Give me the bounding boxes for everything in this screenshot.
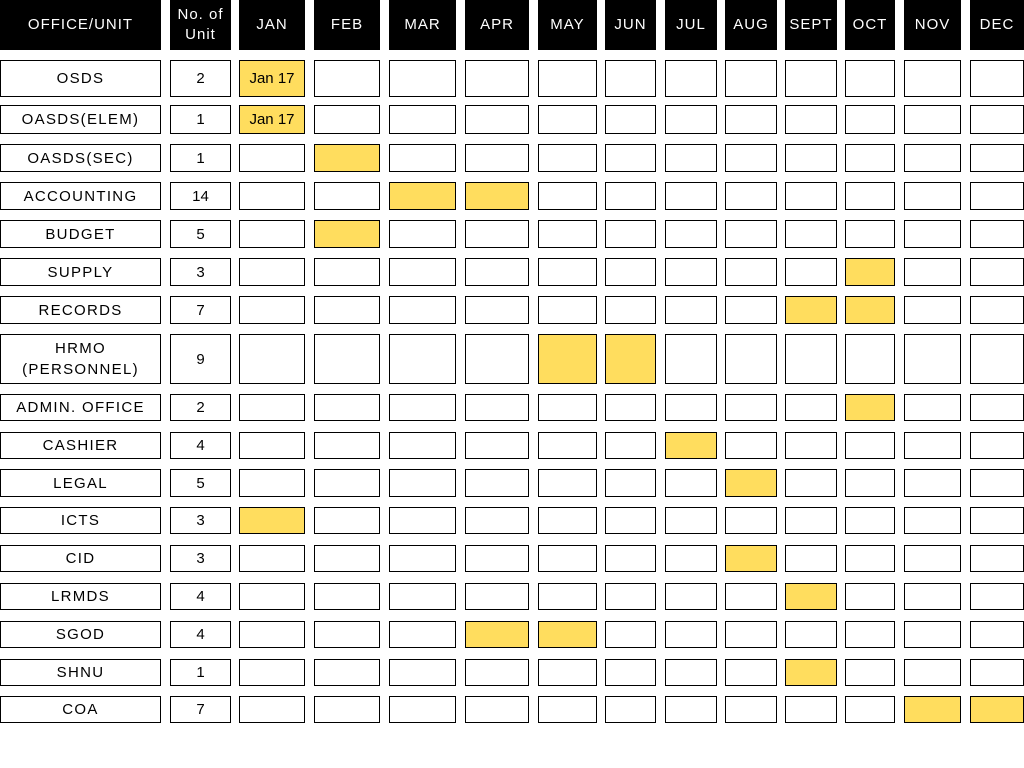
office-cell: HRMO (PERSONNEL) <box>0 334 161 384</box>
month-cell-apr[interactable] <box>465 621 529 648</box>
month-cell-mar[interactable] <box>389 507 456 534</box>
month-cell-apr[interactable] <box>465 220 529 248</box>
month-cell-dec[interactable] <box>970 621 1024 648</box>
month-cell-apr[interactable] <box>465 334 529 384</box>
month-cell-apr[interactable] <box>465 507 529 534</box>
month-cell-feb[interactable] <box>314 144 380 172</box>
month-cell-jan[interactable] <box>239 659 305 686</box>
month-cell-nov[interactable] <box>904 220 961 248</box>
month-cell-nov[interactable] <box>904 105 961 134</box>
month-cell-feb[interactable] <box>314 394 380 421</box>
month-cell-jan[interactable] <box>239 545 305 572</box>
month-cell-apr[interactable] <box>465 659 529 686</box>
month-cell-jan[interactable] <box>239 296 305 324</box>
units-cell: 2 <box>170 394 231 421</box>
month-cell-may[interactable] <box>538 469 597 497</box>
month-cell-oct[interactable] <box>845 144 895 172</box>
month-cell-nov[interactable] <box>904 432 961 459</box>
month-cell-feb[interactable] <box>314 507 380 534</box>
month-cell-mar[interactable] <box>389 296 456 324</box>
month-cell-may[interactable] <box>538 105 597 134</box>
month-cell-sept[interactable] <box>785 621 837 648</box>
month-cell-jan[interactable] <box>239 258 305 286</box>
month-cell-feb[interactable] <box>314 296 380 324</box>
month-cell-aug[interactable] <box>725 220 777 248</box>
month-cell-feb[interactable] <box>314 696 380 723</box>
month-cell-jul[interactable] <box>665 296 717 324</box>
month-cell-jul[interactable] <box>665 545 717 572</box>
month-cell-jan[interactable] <box>239 469 305 497</box>
month-cell-aug[interactable] <box>725 334 777 384</box>
month-cell-may[interactable] <box>538 220 597 248</box>
month-cell-aug[interactable] <box>725 507 777 534</box>
office-cell: OASDS(SEC) <box>0 144 161 172</box>
month-cell-jun[interactable] <box>605 545 656 572</box>
month-cell-jun[interactable] <box>605 696 656 723</box>
month-cell-may[interactable] <box>538 60 597 97</box>
month-cell-nov[interactable] <box>904 583 961 610</box>
month-cell-may[interactable] <box>538 334 597 384</box>
month-cell-jul[interactable] <box>665 182 717 210</box>
month-cell-jun[interactable] <box>605 220 656 248</box>
month-cell-jun[interactable] <box>605 258 656 286</box>
month-cell-apr[interactable] <box>465 296 529 324</box>
month-cell-sept[interactable] <box>785 469 837 497</box>
month-cell-aug[interactable] <box>725 182 777 210</box>
month-cell-dec[interactable] <box>970 60 1024 97</box>
month-cell-oct[interactable] <box>845 394 895 421</box>
month-cell-nov[interactable] <box>904 182 961 210</box>
month-cell-dec[interactable] <box>970 144 1024 172</box>
header-month-aug: AUG <box>725 0 777 50</box>
units-cell: 2 <box>170 60 231 97</box>
month-cell-mar[interactable] <box>389 105 456 134</box>
month-cell-oct[interactable] <box>845 105 895 134</box>
month-cell-oct[interactable] <box>845 545 895 572</box>
month-cell-mar[interactable] <box>389 696 456 723</box>
month-cell-nov[interactable] <box>904 545 961 572</box>
month-cell-jan[interactable] <box>239 432 305 459</box>
month-cell-sept[interactable] <box>785 696 837 723</box>
office-cell: SUPPLY <box>0 258 161 286</box>
month-cell-nov[interactable] <box>904 144 961 172</box>
month-cell-oct[interactable] <box>845 334 895 384</box>
month-cell-dec[interactable] <box>970 220 1024 248</box>
month-cell-jul[interactable] <box>665 105 717 134</box>
month-cell-apr[interactable] <box>465 469 529 497</box>
month-cell-jun[interactable] <box>605 432 656 459</box>
month-cell-jul[interactable] <box>665 220 717 248</box>
month-cell-sept[interactable] <box>785 583 837 610</box>
month-cell-jul[interactable] <box>665 394 717 421</box>
office-cell: LRMDS <box>0 583 161 610</box>
month-cell-oct[interactable] <box>845 621 895 648</box>
month-cell-jul[interactable] <box>665 432 717 459</box>
month-cell-jan[interactable] <box>239 583 305 610</box>
month-cell-jan[interactable]: Jan 17 <box>239 60 305 97</box>
month-cell-dec[interactable] <box>970 296 1024 324</box>
month-cell-mar[interactable] <box>389 220 456 248</box>
month-cell-aug[interactable] <box>725 144 777 172</box>
header-month-nov: NOV <box>904 0 961 50</box>
office-cell: CASHIER <box>0 432 161 459</box>
units-cell: 1 <box>170 105 231 134</box>
month-cell-apr[interactable] <box>465 60 529 97</box>
header-no-of-unit: No. of Unit <box>170 0 231 50</box>
month-cell-aug[interactable] <box>725 469 777 497</box>
month-cell-jan[interactable] <box>239 621 305 648</box>
month-cell-oct[interactable] <box>845 182 895 210</box>
month-cell-jul[interactable] <box>665 659 717 686</box>
office-cell: SGOD <box>0 621 161 648</box>
month-cell-sept[interactable] <box>785 296 837 324</box>
office-cell: COA <box>0 696 161 723</box>
header-month-mar: MAR <box>389 0 456 50</box>
month-cell-nov[interactable] <box>904 659 961 686</box>
month-cell-feb[interactable] <box>314 220 380 248</box>
month-cell-jul[interactable] <box>665 258 717 286</box>
month-cell-feb[interactable] <box>314 621 380 648</box>
month-cell-mar[interactable] <box>389 583 456 610</box>
month-cell-jul[interactable] <box>665 696 717 723</box>
header-month-jan: JAN <box>239 0 305 50</box>
month-cell-aug[interactable] <box>725 583 777 610</box>
month-cell-jun[interactable] <box>605 105 656 134</box>
month-cell-apr[interactable] <box>465 394 529 421</box>
office-cell: OASDS(ELEM) <box>0 105 161 134</box>
month-cell-dec[interactable] <box>970 545 1024 572</box>
month-cell-jun[interactable] <box>605 583 656 610</box>
month-cell-sept[interactable] <box>785 394 837 421</box>
month-cell-dec[interactable] <box>970 507 1024 534</box>
month-cell-aug[interactable] <box>725 60 777 97</box>
month-cell-dec[interactable] <box>970 105 1024 134</box>
month-cell-aug[interactable] <box>725 432 777 459</box>
office-cell: SHNU <box>0 659 161 686</box>
header-month-may: MAY <box>538 0 597 50</box>
units-cell: 1 <box>170 659 231 686</box>
month-cell-nov[interactable] <box>904 507 961 534</box>
month-cell-oct[interactable] <box>845 60 895 97</box>
month-cell-feb[interactable] <box>314 432 380 459</box>
month-cell-feb[interactable] <box>314 105 380 134</box>
month-cell-mar[interactable] <box>389 258 456 286</box>
month-cell-jun[interactable] <box>605 296 656 324</box>
month-cell-nov[interactable] <box>904 334 961 384</box>
month-cell-nov[interactable] <box>904 258 961 286</box>
month-cell-may[interactable] <box>538 507 597 534</box>
units-cell: 5 <box>170 220 231 248</box>
month-cell-mar[interactable] <box>389 334 456 384</box>
month-cell-apr[interactable] <box>465 105 529 134</box>
month-cell-may[interactable] <box>538 621 597 648</box>
month-cell-mar[interactable] <box>389 659 456 686</box>
month-cell-jul[interactable] <box>665 60 717 97</box>
month-cell-jan[interactable] <box>239 696 305 723</box>
header-month-jun: JUN <box>605 0 656 50</box>
month-cell-mar[interactable] <box>389 621 456 648</box>
month-cell-aug[interactable] <box>725 545 777 572</box>
units-cell: 14 <box>170 182 231 210</box>
month-cell-jan[interactable] <box>239 220 305 248</box>
month-cell-aug[interactable] <box>725 296 777 324</box>
office-cell: OSDS <box>0 60 161 97</box>
month-cell-dec[interactable] <box>970 182 1024 210</box>
month-cell-oct[interactable] <box>845 296 895 324</box>
month-cell-jul[interactable] <box>665 621 717 648</box>
month-cell-feb[interactable] <box>314 545 380 572</box>
month-cell-dec[interactable] <box>970 659 1024 686</box>
month-cell-jul[interactable] <box>665 469 717 497</box>
month-cell-feb[interactable] <box>314 583 380 610</box>
month-cell-aug[interactable] <box>725 659 777 686</box>
month-cell-nov[interactable] <box>904 621 961 648</box>
month-cell-nov[interactable] <box>904 60 961 97</box>
units-cell: 4 <box>170 621 231 648</box>
units-cell: 5 <box>170 469 231 497</box>
units-cell: 1 <box>170 144 231 172</box>
month-cell-jun[interactable] <box>605 144 656 172</box>
month-cell-feb[interactable] <box>314 60 380 97</box>
office-cell: ACCOUNTING <box>0 182 161 210</box>
month-cell-may[interactable] <box>538 296 597 324</box>
month-cell-jun[interactable] <box>605 621 656 648</box>
month-cell-apr[interactable] <box>465 182 529 210</box>
units-cell: 3 <box>170 507 231 534</box>
month-cell-mar[interactable] <box>389 469 456 497</box>
month-cell-sept[interactable] <box>785 507 837 534</box>
month-cell-mar[interactable] <box>389 394 456 421</box>
month-cell-jan[interactable] <box>239 507 305 534</box>
month-cell-sept[interactable] <box>785 258 837 286</box>
month-cell-apr[interactable] <box>465 144 529 172</box>
month-cell-mar[interactable] <box>389 545 456 572</box>
header-month-dec: DEC <box>970 0 1024 50</box>
month-cell-nov[interactable] <box>904 469 961 497</box>
month-cell-oct[interactable] <box>845 507 895 534</box>
month-cell-nov[interactable] <box>904 296 961 324</box>
month-cell-jun[interactable] <box>605 394 656 421</box>
month-cell-jul[interactable] <box>665 334 717 384</box>
header-month-feb: FEB <box>314 0 380 50</box>
header-month-apr: APR <box>465 0 529 50</box>
month-cell-jan[interactable] <box>239 334 305 384</box>
units-cell: 7 <box>170 696 231 723</box>
month-cell-sept[interactable] <box>785 60 837 97</box>
month-cell-sept[interactable] <box>785 334 837 384</box>
month-cell-dec[interactable] <box>970 583 1024 610</box>
office-cell: RECORDS <box>0 296 161 324</box>
month-cell-apr[interactable] <box>465 583 529 610</box>
month-cell-oct[interactable] <box>845 220 895 248</box>
month-cell-may[interactable] <box>538 182 597 210</box>
units-cell: 9 <box>170 334 231 384</box>
units-cell: 3 <box>170 545 231 572</box>
month-cell-sept[interactable] <box>785 144 837 172</box>
month-cell-feb[interactable] <box>314 334 380 384</box>
month-cell-apr[interactable] <box>465 432 529 459</box>
month-cell-sept[interactable] <box>785 182 837 210</box>
month-cell-may[interactable] <box>538 583 597 610</box>
month-cell-feb[interactable] <box>314 659 380 686</box>
month-cell-jan[interactable] <box>239 394 305 421</box>
month-cell-mar[interactable] <box>389 182 456 210</box>
header-month-jul: JUL <box>665 0 717 50</box>
units-cell: 4 <box>170 432 231 459</box>
units-cell: 4 <box>170 583 231 610</box>
month-cell-may[interactable] <box>538 394 597 421</box>
month-cell-oct[interactable] <box>845 659 895 686</box>
month-cell-mar[interactable] <box>389 144 456 172</box>
month-cell-jun[interactable] <box>605 60 656 97</box>
month-cell-oct[interactable] <box>845 258 895 286</box>
month-cell-jun[interactable] <box>605 182 656 210</box>
month-cell-apr[interactable] <box>465 696 529 723</box>
month-cell-aug[interactable] <box>725 621 777 648</box>
month-cell-apr[interactable] <box>465 258 529 286</box>
month-cell-jun[interactable] <box>605 659 656 686</box>
month-cell-jan[interactable] <box>239 144 305 172</box>
month-cell-sept[interactable] <box>785 220 837 248</box>
month-cell-aug[interactable] <box>725 258 777 286</box>
month-cell-sept[interactable] <box>785 105 837 134</box>
month-cell-oct[interactable] <box>845 469 895 497</box>
month-cell-oct[interactable] <box>845 432 895 459</box>
month-cell-may[interactable] <box>538 545 597 572</box>
month-cell-nov[interactable] <box>904 394 961 421</box>
month-cell-jul[interactable] <box>665 144 717 172</box>
month-cell-mar[interactable] <box>389 432 456 459</box>
month-cell-aug[interactable] <box>725 696 777 723</box>
month-cell-dec[interactable] <box>970 334 1024 384</box>
month-cell-may[interactable] <box>538 432 597 459</box>
month-cell-dec[interactable] <box>970 469 1024 497</box>
month-cell-jan[interactable] <box>239 182 305 210</box>
header-month-sept: SEPT <box>785 0 837 50</box>
header-office-unit: OFFICE/UNIT <box>0 0 161 50</box>
month-cell-jun[interactable] <box>605 469 656 497</box>
month-cell-jun[interactable] <box>605 507 656 534</box>
month-cell-sept[interactable] <box>785 432 837 459</box>
month-cell-jun[interactable] <box>605 334 656 384</box>
month-cell-aug[interactable] <box>725 394 777 421</box>
month-cell-sept[interactable] <box>785 545 837 572</box>
office-cell: LEGAL <box>0 469 161 497</box>
office-cell: ICTS <box>0 507 161 534</box>
header-month-oct: OCT <box>845 0 895 50</box>
month-cell-dec[interactable] <box>970 394 1024 421</box>
office-cell: ADMIN. OFFICE <box>0 394 161 421</box>
month-cell-feb[interactable] <box>314 258 380 286</box>
units-cell: 3 <box>170 258 231 286</box>
month-cell-may[interactable] <box>538 696 597 723</box>
month-cell-feb[interactable] <box>314 469 380 497</box>
month-cell-may[interactable] <box>538 144 597 172</box>
month-cell-dec[interactable] <box>970 258 1024 286</box>
month-cell-oct[interactable] <box>845 583 895 610</box>
month-cell-jul[interactable] <box>665 583 717 610</box>
month-cell-dec[interactable] <box>970 696 1024 723</box>
month-cell-sept[interactable] <box>785 659 837 686</box>
month-cell-aug[interactable] <box>725 105 777 134</box>
month-cell-oct[interactable] <box>845 696 895 723</box>
month-cell-feb[interactable] <box>314 182 380 210</box>
month-cell-dec[interactable] <box>970 432 1024 459</box>
units-cell: 7 <box>170 296 231 324</box>
month-cell-may[interactable] <box>538 258 597 286</box>
month-cell-jul[interactable] <box>665 507 717 534</box>
office-cell: BUDGET <box>0 220 161 248</box>
office-cell: CID <box>0 545 161 572</box>
month-cell-may[interactable] <box>538 659 597 686</box>
month-cell-apr[interactable] <box>465 545 529 572</box>
month-cell-mar[interactable] <box>389 60 456 97</box>
month-cell-nov[interactable] <box>904 696 961 723</box>
month-cell-jan[interactable]: Jan 17 <box>239 105 305 134</box>
